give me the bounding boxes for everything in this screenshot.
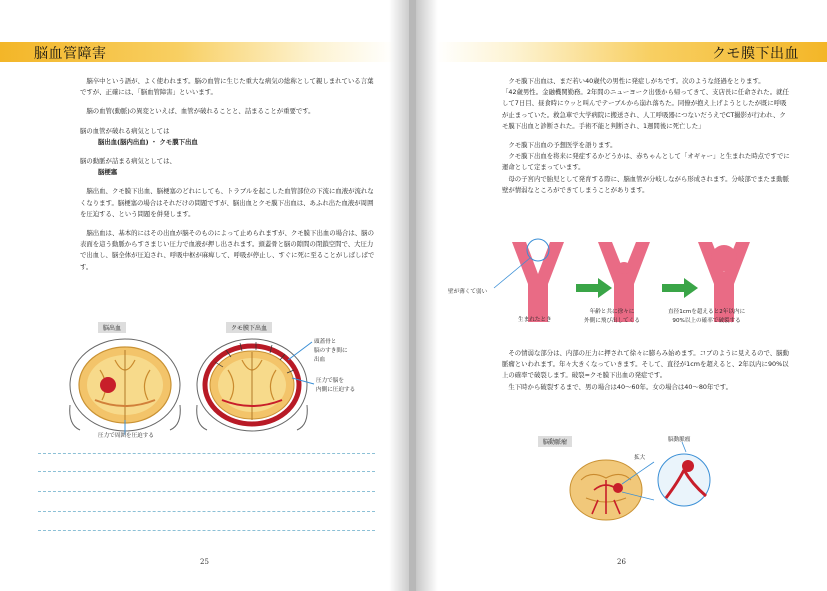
vessel-branch-birth bbox=[512, 242, 564, 322]
right-page bbox=[416, 0, 827, 591]
body-text bbox=[80, 76, 375, 273]
chapter-title: 脳血管障害 bbox=[34, 46, 107, 62]
callout-gap-hemorrhage: 頭蓋骨と 脳のすき間に 出血 bbox=[314, 339, 348, 363]
note-line bbox=[38, 491, 375, 492]
label-zoom: 拡大 bbox=[634, 455, 646, 461]
progression-arrow bbox=[662, 278, 698, 298]
paragraph: クモ膜下出血は、まだ若い40歳代の男性に発症しがちです。次のような経過をとります。 bbox=[508, 77, 765, 85]
body-text bbox=[502, 348, 792, 393]
body-text bbox=[502, 76, 792, 196]
paragraph: 脳の動脈が詰まる病気としては、 bbox=[80, 157, 176, 166]
paragraph: その情弱な部分は、内部の圧力に押されて徐々に膨らみ始めます。コブのように見えるので、脳動脈瘤といわれます。年々大きくなっていきます。そして、直径が1cmを超えると、2年以内に90%以上の確率で破裂します。破裂=クモ膜下出血の発症です。 bbox=[502, 349, 789, 380]
paragraph: クモ膜下出血を将来に発症するかどうかは、赤ちゃんとして「オギャー」と生まれた時点ですでに運命として定まっています。 bbox=[502, 152, 790, 172]
callout-pressure-inward: 圧力で脳を 内側に圧迫する bbox=[316, 378, 356, 393]
caption-rupture-risk: 直径1cmを超えると2年以内に 90%以上の確率で破裂する bbox=[668, 309, 746, 324]
brain-subarachnoid-illustration bbox=[197, 339, 308, 431]
page-number: 26 bbox=[617, 558, 626, 566]
paragraph: 脳の血管が破れる病気としては bbox=[80, 126, 170, 135]
figure-label-subarachnoid-hemorrhage: クモ膜下出血 bbox=[226, 322, 272, 333]
brain-hemorrhage-illustration bbox=[70, 339, 181, 431]
caption-pressure-surroundings: 圧力で周囲を圧迫する bbox=[98, 433, 154, 439]
emphasis-text: 脳梗塞 bbox=[98, 168, 118, 177]
paragraph: 母の子宮内で胎児として発育する際に、脳血管が分岐しながら形成されます。分岐部でまたま動脈壁が情弱なところができてしまうことがあります。 bbox=[502, 174, 790, 194]
note-line bbox=[38, 530, 375, 531]
chapter-banner bbox=[0, 42, 395, 62]
paragraph: 脳卒中という語が、よく使われます。脳の血管に生じた重大な病気の総称として親しまれている言葉ですが、正確には、「脳血管障害」といいます。 bbox=[80, 77, 374, 97]
paragraph: クモ膜下出血の予想医学を語ります。 bbox=[508, 141, 617, 150]
figure-label-cerebral-hemorrhage: 脳出血 bbox=[98, 322, 126, 333]
figure-label-aneurysm: 脳動脈瘤 bbox=[538, 436, 572, 447]
left-page bbox=[0, 0, 411, 591]
label-aneurysm: 脳動脈瘤 bbox=[668, 437, 691, 443]
paragraph: 生下時から破裂するまで、男の場合は40〜60年。女の場合は40〜80年です。 bbox=[508, 382, 732, 391]
caption-gradual-bulge: 年齢と共に徐々に 外側に飛び出してくる bbox=[584, 309, 640, 324]
emphasis-text: 脳出血(脳内出血) ・ クモ膜下出血 bbox=[98, 137, 198, 146]
paragraph: 脳出血は、基本的にはその出血が脳そのものによって止められますが、クモ膜下出血の場合は、脳の表面を這う動脈からすさまじい圧力で血液が押し出されます。頭蓋骨と脳の隙間の閉鎖空間で、大圧力で出血し、脳全体が圧迫され、呼吸中枢が麻痺して、呼吸が停止し、すぐに死に至ることがしばしばです。 bbox=[80, 229, 375, 271]
paragraph: 脳出血、クモ膜下出血、脳梗塞のどれにしても、トラブルを起こした血管部位の下流に血液が流れなくなります。脳梗塞の場合はそれだけの問題ですが、脳出血とクモ膜下出血は、あふれ出た血液が周囲を圧迫する、という問題を併発します。 bbox=[80, 187, 374, 218]
caption-at-birth: 生まれたとき bbox=[518, 317, 552, 323]
progression-arrow bbox=[576, 278, 612, 298]
case-quote: 「42歳男性。金融機関勤務。2年間のニューヨーク出張から帰ってきて、支店長に任命された。就任して7日目、昼食時にウッと叫んでテーブルから崩れ落ちた。同僚が抱え上げようとしたが既に呼吸が止まっていた。救急車で大学病院に搬送され、人工呼吸器につないだうえでCT撮影が行われ、クモ膜下出血と診断された。手術不能と判断され、1週間後に死亡した」 bbox=[502, 88, 789, 130]
paragraph: 脳の血管(動脈)の異変といえば、血管が破れることと、詰まることが重要です。 bbox=[86, 107, 315, 116]
note-line bbox=[38, 453, 375, 454]
chapter-banner bbox=[436, 42, 827, 62]
page-gutter-shadow bbox=[389, 0, 411, 591]
aneurysm-figure bbox=[416, 440, 827, 560]
note-line bbox=[38, 471, 375, 472]
chapter-title: クモ膜下出血 bbox=[712, 46, 799, 62]
note-line bbox=[38, 511, 375, 512]
label-weak-wall: 壁が薄くて弱い bbox=[448, 289, 488, 295]
page-number: 25 bbox=[200, 558, 209, 566]
